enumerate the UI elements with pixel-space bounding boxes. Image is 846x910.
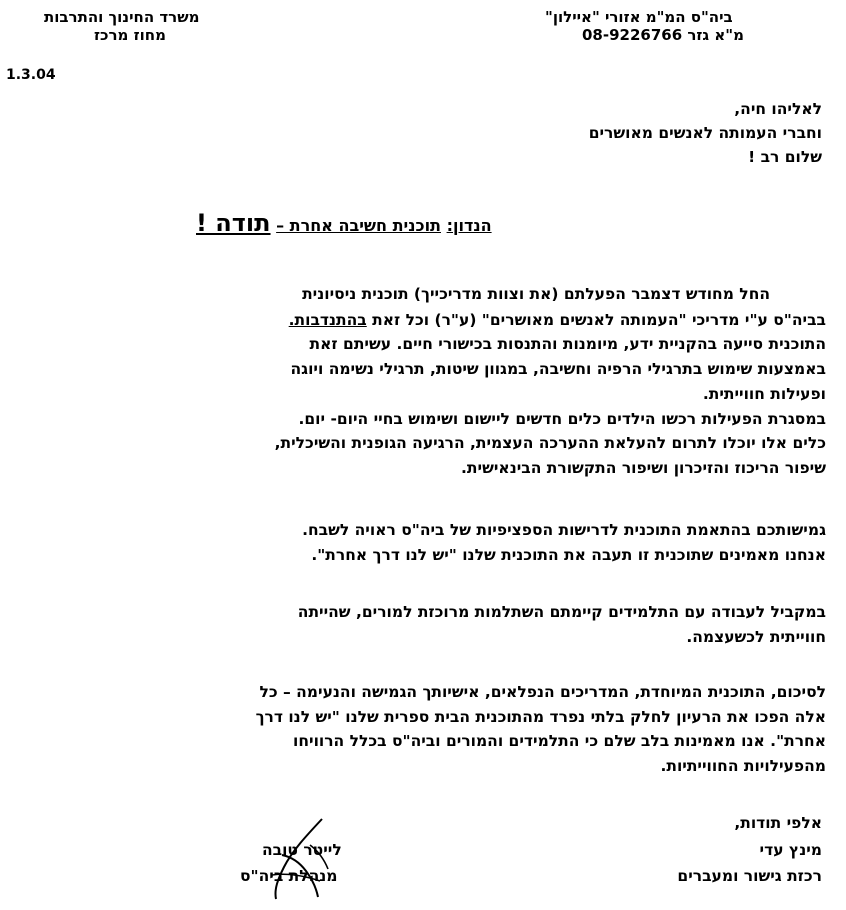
closing: אלפי תודות, bbox=[734, 814, 822, 832]
subject-program-name: תוכנית חשיבה אחרת – bbox=[276, 216, 441, 235]
school-address: מ"א גזר 08-9226766 bbox=[582, 26, 744, 44]
p2-line-2: כלים אלו יוכלו לתרום להעלאת ההערכה העצמית, הרגיעה הגופנית והשיכלית, bbox=[274, 434, 826, 452]
p1-line-3: התוכנית סייעה בהקניית ידע, מיומנות והתנסות בכישורי חיים. עשיתם זאת bbox=[309, 335, 826, 353]
p4-line-2: חווייתית לכשעצמה. bbox=[686, 628, 826, 646]
ministry-district: מחוז מרכז bbox=[94, 26, 166, 44]
handwritten-signature bbox=[262, 815, 342, 905]
p4-line-1: במקביל לעבודה עם התלמידים קיימתם השתלמות מרוכזת למורים, שהייתה bbox=[297, 603, 826, 621]
signer-2-title: מנהלת ביה"ס bbox=[240, 867, 338, 885]
subject-line bbox=[196, 208, 492, 241]
p5-line-1: לסיכום, התוכנית המיוחדת, המדריכים הנפלאים, אישיותך הגמישה והנעימה – כל bbox=[259, 683, 826, 701]
ministry-name: משרד החינוך והתרבות bbox=[44, 8, 200, 26]
p1-line-2 bbox=[289, 310, 826, 330]
p2-line-3: שיפור הריכוז והזיכרון ושיפור התקשורת הבינאישית. bbox=[461, 459, 826, 477]
signer-1-title: רכזת גישור ומעברים bbox=[677, 867, 822, 885]
p1-volunteer-emphasis: בהתנדבות. bbox=[288, 311, 367, 329]
p5-line-3: אחרת". אנו מאמינות בלב שלם כי התלמידים והמורים וביה"ס בכלל הרוויחו bbox=[293, 732, 826, 750]
signer-2-name: לייטר טובה bbox=[262, 841, 342, 859]
p5-line-2: אלה הפכו את הרעיון לחלק בלתי נפרד מהתוכנית הבית ספרית שלנו "יש לנו דרך bbox=[255, 708, 826, 726]
recipient-line-1: לאליהו חיה, bbox=[734, 100, 822, 118]
p1-line-4: באמצעות שימוש בתרגילי הרפיה וחשיבה, במגוון שיטות, תרגילי נשימה ויוגה bbox=[290, 360, 826, 378]
p1-line-5: ופעילות חווייתית. bbox=[702, 385, 826, 403]
p5-line-4: מהפעילויות החווייתיות. bbox=[660, 757, 826, 775]
p1-line-2-text: בביה"ס ע"י מדריכי "העמותה לאנשים מאושרים" (ע"ר) וכל זאת bbox=[372, 311, 826, 329]
subject-thanks: תודה ! bbox=[196, 209, 271, 237]
p3-line-1: גמישותכם בהתאמת התוכנית לדרישות הספציפיות של ביה"ס ראויה לשבח. bbox=[302, 521, 826, 539]
p1-line-1: החל מחודש דצמבר הפעלתם (את וצוות מדריכייך) תוכנית ניסיונית bbox=[302, 285, 770, 303]
recipient-line-2: וחברי העמותה לאנשים מאושרים bbox=[588, 124, 822, 142]
p3-line-2: אנחנו מאמינים שתוכנית זו תעבה את התוכנית שלנו "יש לנו דרך אחרת". bbox=[311, 546, 826, 564]
subject-prefix: הנדון: bbox=[446, 216, 492, 235]
greeting: שלום רב ! bbox=[748, 148, 822, 166]
signer-1-name: מינץ עדי bbox=[759, 841, 822, 859]
letter-date: 1.3.04 bbox=[6, 67, 56, 83]
school-name: ביה"ס המ"מ אזורי "איילון" bbox=[545, 8, 733, 26]
p2-line-1: במסגרת הפעילות רכשו הילדים כלים חדשים ליישום ושימוש בחיי היום- יום. bbox=[298, 410, 826, 428]
